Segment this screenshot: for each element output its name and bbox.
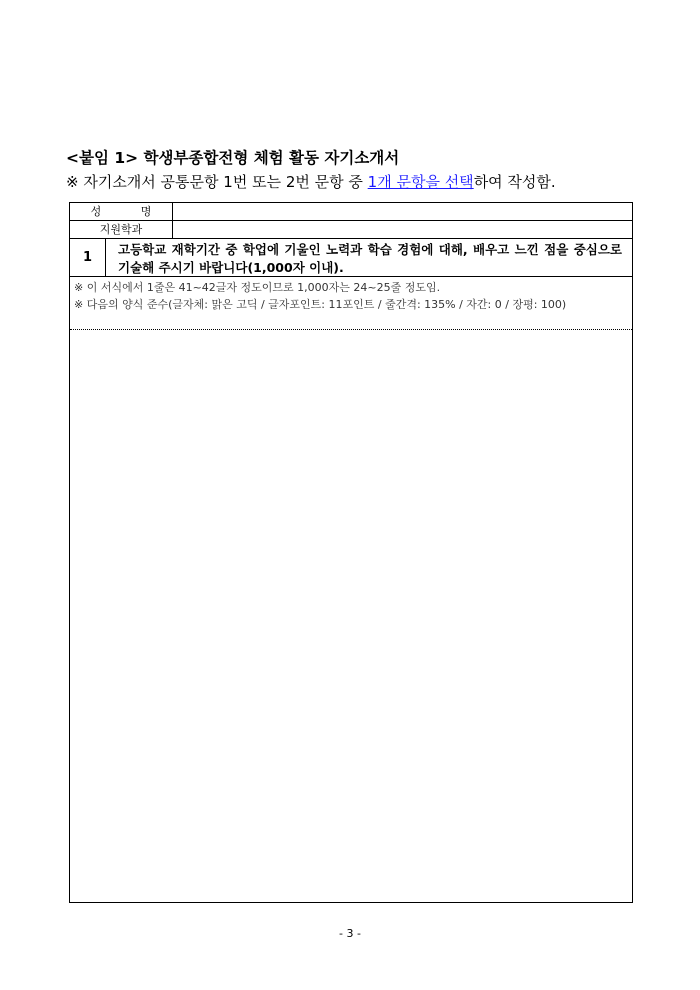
question-row (70, 239, 632, 277)
page-number: - 3 - (339, 927, 361, 940)
instruction-highlight: 1개 문항을 선택 (367, 173, 474, 191)
instruction-suffix: 하여 작성함. (473, 173, 556, 191)
note-line-count: ※ 이 서식에서 1줄은 41~42글자 정도이므로 1,000자는 24~25줄 정도임. (74, 281, 441, 294)
page-title: <붙임 1> 학생부종합전형 체험 활동 자기소개서 (66, 149, 400, 167)
answer-area[interactable] (70, 331, 632, 902)
instruction-prefix: ※ 자기소개서 공통문항 1번 또는 2번 문항 중 (66, 173, 368, 191)
question-number: 1 (70, 239, 106, 276)
name-field[interactable] (173, 203, 632, 220)
department-row (70, 221, 632, 239)
department-field[interactable] (173, 221, 632, 238)
question-text: 고등학교 재학기간 중 학업에 기울인 노력과 학습 경험에 대해, 배우고 느낀 점을 중심으로 기술해 주시기 바랍니다(1,000자 이내). (118, 242, 622, 275)
department-label: 지원학과 (70, 221, 173, 238)
note-format-rules: ※ 다음의 양식 준수(글자체: 맑은 고딕 / 글자포인트: 11포인트 / 줄간격: 135% / 자간: 0 / 장평: 100) (74, 298, 567, 311)
dotted-divider (70, 329, 632, 330)
name-label: 성 명 (70, 203, 173, 220)
form-notes (74, 279, 626, 313)
instruction-line (66, 171, 556, 192)
name-row (70, 203, 632, 221)
essay-form-table (69, 202, 633, 903)
